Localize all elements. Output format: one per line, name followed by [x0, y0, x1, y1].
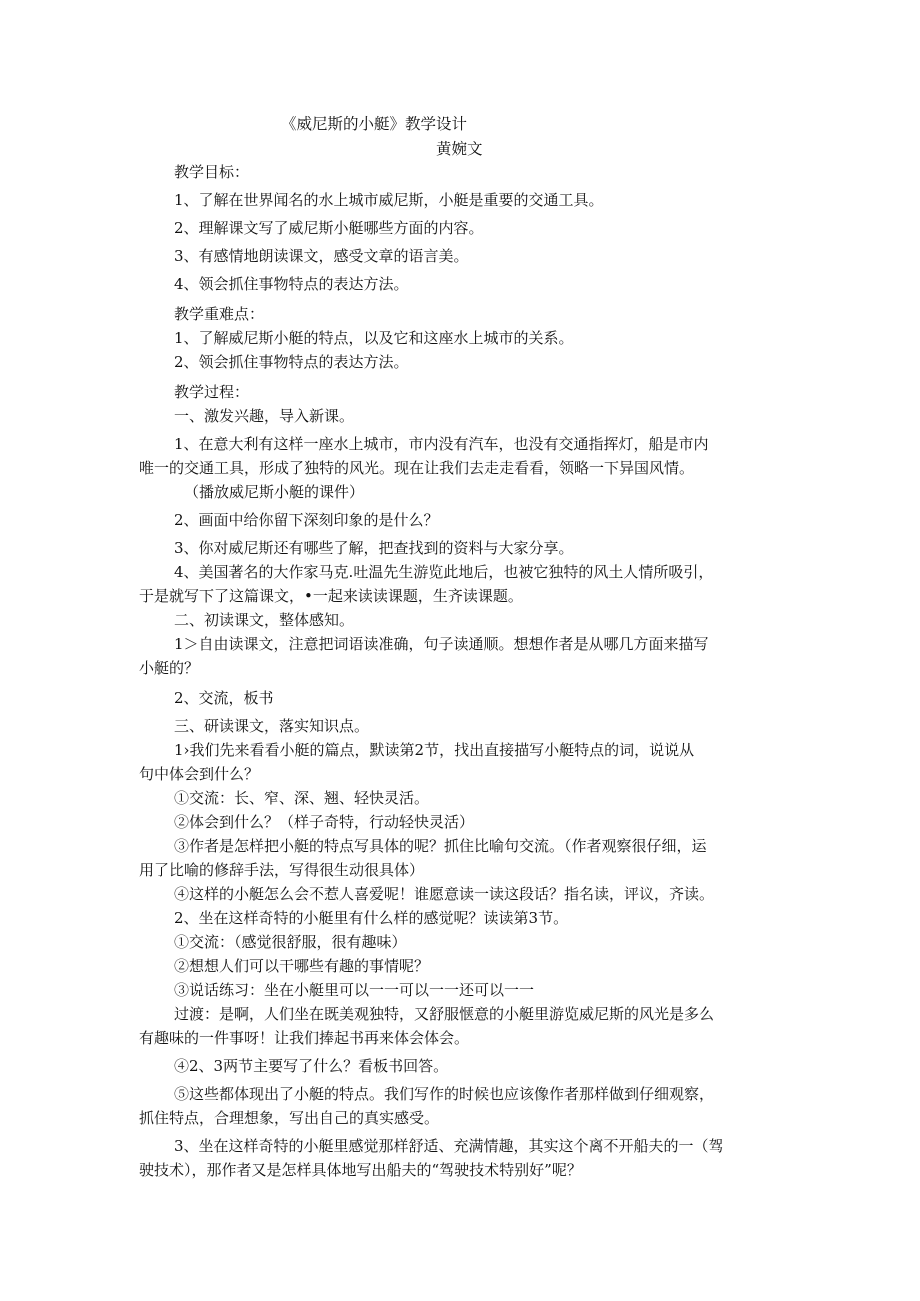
paragraph: ⑤这些都体现出了小艇的特点。我们写作的时候也应该像作者那样做到仔细观察，: [174, 1085, 715, 1103]
paragraph: 驶技术），那作者又是怎样具体地写出船夫的“驾驶技术特别好”呢？: [139, 1161, 582, 1179]
paragraph: 一、激发兴趣，导入新课。: [174, 407, 355, 425]
paragraph: ①交流：长、窄、深、翘、轻快灵活。: [174, 789, 430, 807]
paragraph: ④这样的小艇怎么会不惹人喜爱呢！谁愿意读一读这段话？指名读，评议，齐读。: [174, 885, 715, 903]
paragraph: ②体会到什么？（样子奇特，行动轻快灵活）: [174, 813, 475, 831]
paragraph: （播放威尼斯小艇的课件）: [184, 483, 365, 501]
paragraph: 小艇的？: [139, 659, 200, 677]
paragraph: ④2、3两节主要写了什么？看板书回答。: [174, 1057, 449, 1075]
section-heading: 教学目标：: [174, 163, 250, 181]
paragraph: 唯一的交通工具，形成了独特的风光。现在让我们去走走看看，领略一下异国风情。: [139, 459, 695, 477]
paragraph: 过渡：是啊，人们坐在既美观独特，又舒服惬意的小艇里游览威尼斯的风光是多么: [174, 1005, 715, 1023]
section-heading: 教学过程：: [174, 383, 250, 401]
paragraph: ②想想人们可以干哪些有趣的事情呢？: [174, 957, 430, 975]
paragraph: 抓住特点，合理想象，写出自己的真实感受。: [139, 1109, 440, 1127]
paragraph: 2、交流，板书: [174, 689, 274, 707]
paragraph: 于是就写下了这篇课文，•一起来读读课题，生齐读课题。: [139, 587, 523, 605]
paragraph: 2、领会抓住事物特点的表达方法。: [174, 353, 409, 371]
paragraph: 1、了解威尼斯小艇的特点，以及它和这座水上城市的关系。: [174, 329, 574, 347]
paragraph: ③说话练习：坐在小艇里可以一一可以一一还可以一一: [174, 981, 535, 999]
paragraph: 2、坐在这样奇特的小艇里有什么样的感觉呢？读读第3节。: [174, 909, 569, 927]
document-title: 《威尼斯的小艇》教学设计: [281, 115, 468, 133]
paragraph: ③作者是怎样把小艇的特点写具体的呢？抓住比喻句交流。（作者观察很仔细，运: [174, 837, 707, 855]
document-body: [139, 160, 799, 1182]
section-heading: 三、研读课文，落实知识点。: [174, 717, 370, 735]
paragraph: 3、有感情地朗读课文，感受文章的语言美。: [174, 247, 469, 265]
section-heading: 教学重难点：: [174, 305, 265, 323]
paragraph: 4、领会抓住事物特点的表达方法。: [174, 275, 409, 293]
paragraph: 3、你对威尼斯还有哪些了解，把查找到的资料与大家分享。: [174, 539, 574, 557]
paragraph: 1、了解在世界闻名的水上城市威尼斯，小艇是重要的交通工具。: [174, 191, 604, 209]
paragraph: 用了比喻的修辞手法，写得很生动很具体）: [139, 861, 425, 879]
paragraph: 1›我们先来看看小艇的篇点，默读第2节，找出直接描写小艇特点的词，说说从: [174, 741, 695, 759]
paragraph: 2、理解课文写了威尼斯小艇哪些方面的内容。: [174, 219, 484, 237]
paragraph: ①交流：（感觉很舒服，很有趣味）: [174, 933, 407, 951]
paragraph: 有趣味的一件事呀！让我们捧起书再来体会体会。: [139, 1029, 470, 1047]
paragraph: 3、坐在这样奇特的小艇里感觉那样舒适、充满情趣，其实这个离不开船夫的一（驾: [174, 1137, 724, 1155]
paragraph: 4、美国著名的大作家马克.吐温先生游览此地后，也被它独特的风土人情所吸引，: [174, 563, 714, 581]
paragraph: 1＞自由读课文，注意把词语读准确，句子读通顺。想想作者是从哪几方面来描写: [174, 635, 709, 653]
paragraph: 2、画面中给你留下深刻印象的是什么？: [174, 511, 439, 529]
author-name: 黄婉文: [436, 140, 483, 158]
paragraph: 句中体会到什么？: [139, 765, 260, 783]
section-heading: 二、初读课文，整体感知。: [174, 611, 355, 629]
paragraph: 1、在意大利有这样一座水上城市，市内没有汽车，也没有交通指挥灯，船是市内: [174, 435, 709, 453]
